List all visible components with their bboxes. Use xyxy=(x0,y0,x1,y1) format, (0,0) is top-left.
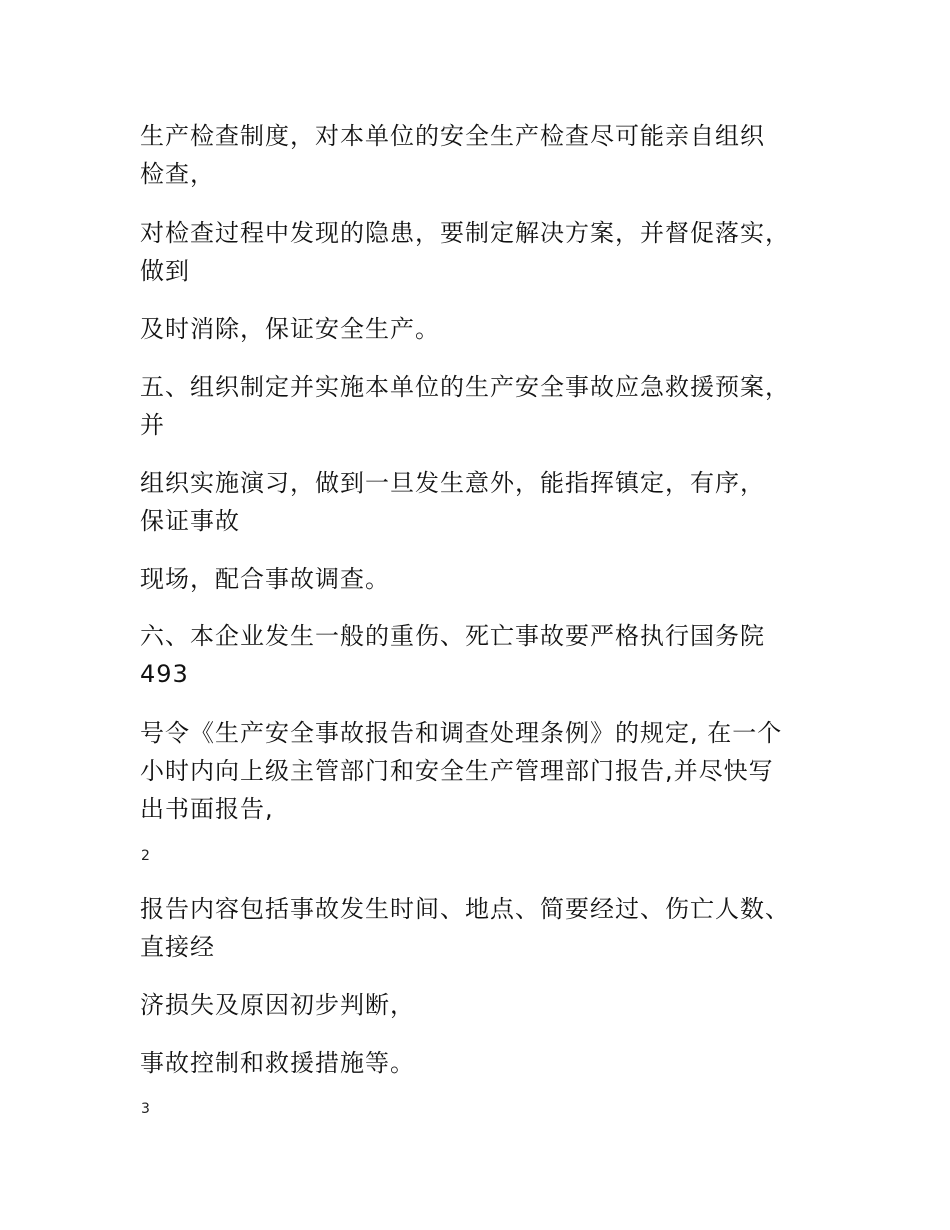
paragraph-rescue-measures: 事故控制和救援措施等。 xyxy=(140,1049,415,1077)
paragraph-inspection-system: 生产检查制度，对本单位的安全生产检查尽可能亲自组织 检查， xyxy=(140,122,765,188)
page-number: 2 xyxy=(141,848,150,864)
paragraph-regulation-report: 号令《生产安全事故报告和调查处理条例》的规定, 在一个 小时内向上级主管部门和安全生产管理部门报告,并尽快写 出书面报告, xyxy=(140,719,783,823)
page-number: 3 xyxy=(141,1101,150,1117)
paragraph-hazard-solutions: 对检查过程中发现的隐患，要制定解决方案，并督促落实， 做到 xyxy=(140,219,790,285)
paragraph-item-six: 六、本企业发生一般的重伤、死亡事故要严格执行国务院 493 xyxy=(140,622,765,688)
paragraph-item-five: 五、组织制定并实施本单位的生产安全事故应急救援预案， 并 xyxy=(140,373,790,439)
paragraph-economic-loss: 济损失及原因初步判断， xyxy=(140,991,415,1019)
paragraph-accident-scene: 现场，配合事故调查。 xyxy=(140,565,390,593)
paragraph-report-content: 报告内容包括事故发生时间、地点、简要经过、伤亡人数、 直接经 xyxy=(140,895,790,961)
paragraph-drill-organization: 组织实施演习，做到一旦发生意外，能指挥镇定，有序， 保证事故 xyxy=(140,469,765,535)
paragraph-timely-elimination: 及时消除，保证安全生产。 xyxy=(140,315,440,343)
